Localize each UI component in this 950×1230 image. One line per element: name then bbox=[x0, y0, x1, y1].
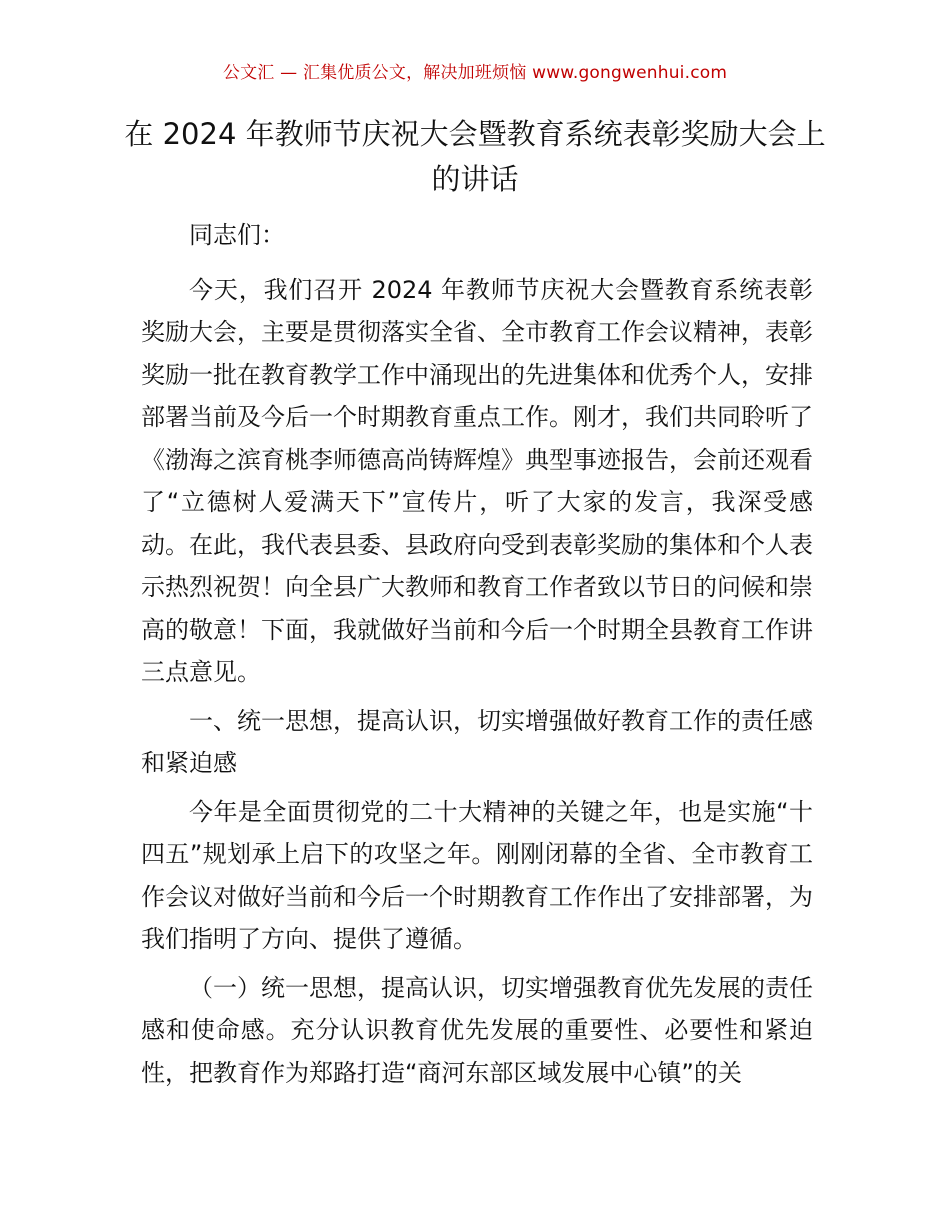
salutation: 同志们： bbox=[189, 221, 285, 249]
paragraph-section-1: 今年是全面贯彻党的二十大精神的关键之年，也是实施“十四五”规划承上启下的攻坚之年。刚刚闭幕的全省、全市教育工作会议对做好当前和今后一个时期教育工作作出了安排部署，为我们指明了方向、提供了遵循。 bbox=[141, 797, 813, 953]
document-body bbox=[141, 214, 813, 1100]
document-title: 在 2024 年教师节庆祝大会暨教育系统表彰奖励大会上的讲话 bbox=[124, 117, 826, 196]
subsection-1: （一）统一思想，提高认识，切实增强教育优先发展的责任感和使命感。充分认识教育优先发展的重要性、必要性和紧迫性，把教育作为郑路打造“商河东部区域发展中心镇”的关 bbox=[141, 973, 813, 1087]
section-heading-1: 一、统一思想，提高认识，切实增强做好教育工作的责任感和紧迫感 bbox=[141, 706, 813, 777]
paragraph-intro: 今天，我们召开 2024 年教师节庆祝大会暨教育系统表彰奖励大会，主要是贯彻落实全省、全市教育工作会议精神，表彰奖励一批在教育教学工作中涌现出的先进集体和优秀个人，安排部署当前及今后一个时期教育重点工作。刚才，我们共同聆听了《渤海之滨育桃李师德高尚铸辉煌》典型事迹报告，会前还观看了“立德树人爱满天下”宣传片，听了大家的发言，我深受感动。在此，我代表县委、县政府向受到表彰奖励的集体和个人表示热烈祝贺！向全县广大教师和教育工作者致以节日的问候和崇高的敬意！下面，我就做好当前和今后一个时期全县教育工作讲三点意见。 bbox=[141, 275, 813, 686]
watermark-header[interactable]: 公文汇 — 汇集优质公文，解决加班烦恼 www.gongwenhui.com bbox=[222, 63, 728, 83]
